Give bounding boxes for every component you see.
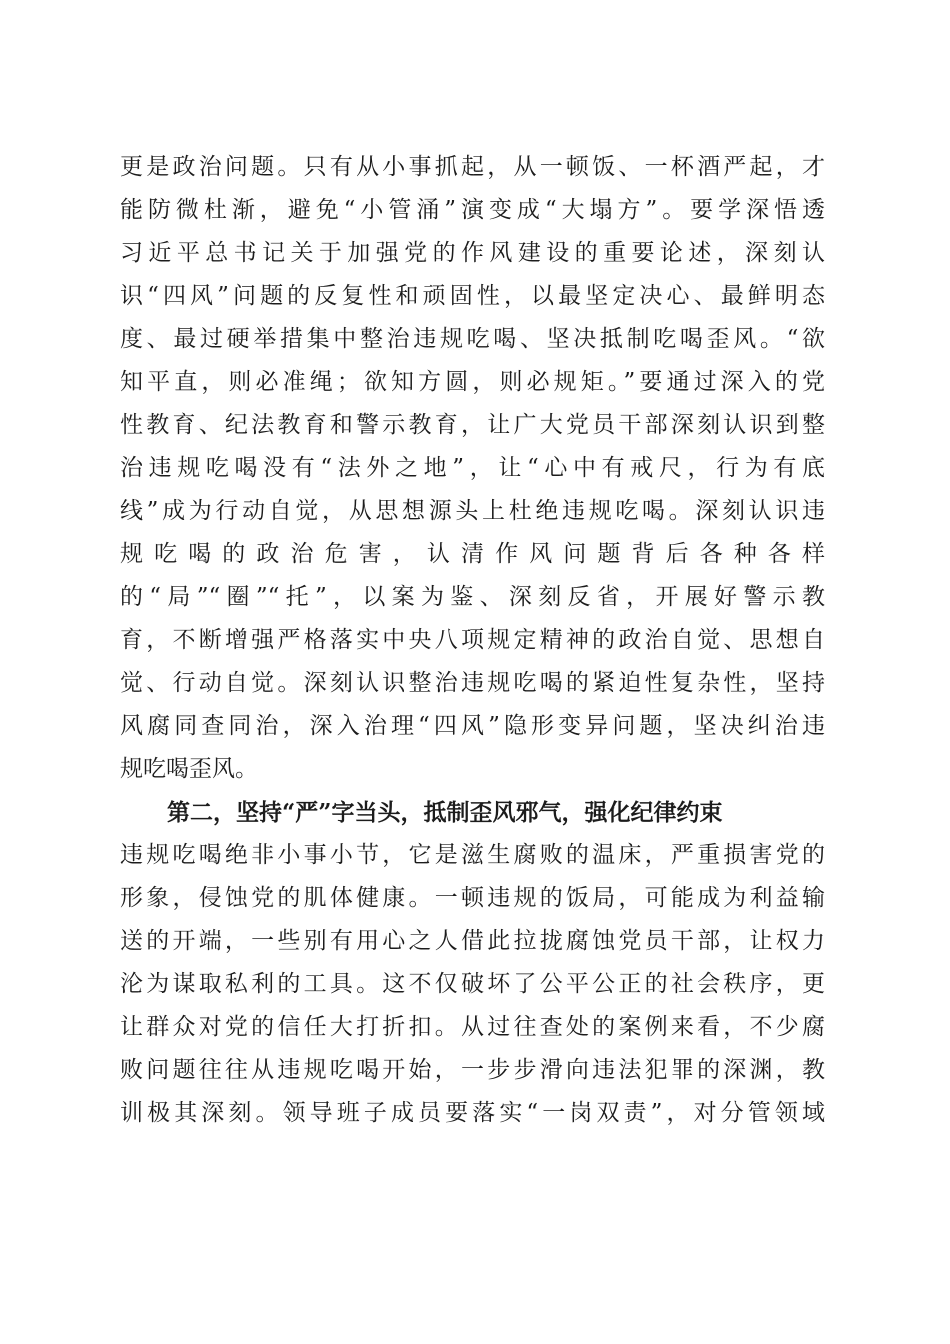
text-line: 线”成为行动自觉，从思想源头上杜绝违规吃喝。深刻认识违 bbox=[120, 498, 825, 524]
text-line: 风腐同查同治，深入治理“四风”隐形变异问题，坚决纠治违 bbox=[120, 713, 825, 739]
text-line: 知平直，则必准绳；欲知方圆，则必规矩。”要通过深入的党 bbox=[120, 369, 825, 395]
paragraph-1 bbox=[120, 146, 825, 791]
text-line: 识“四风”问题的反复性和顽固性，以最坚定决心、最鲜明态 bbox=[120, 283, 825, 309]
text-line: 让群众对党的信任大打折扣。从过往查处的案例来看，不少腐 bbox=[120, 1014, 825, 1040]
text-line: 觉、行动自觉。深刻认识整治违规吃喝的紧迫性复杂性，坚持 bbox=[120, 670, 825, 696]
text-line: 形象，侵蚀党的肌体健康。一顿违规的饭局，可能成为利益输 bbox=[120, 885, 825, 911]
text-line: 违规吃喝绝非小事小节，它是滋生腐败的温床，严重损害党的 bbox=[120, 842, 825, 868]
text-line: 败问题往往从违规吃喝开始，一步步滑向违法犯罪的深渊，教 bbox=[120, 1057, 825, 1083]
text-line: 规吃喝歪风。 bbox=[120, 756, 258, 782]
text-line: 育，不断增强严格落实中央八项规定精神的政治自觉、思想自 bbox=[120, 627, 825, 653]
paragraph-2 bbox=[120, 834, 825, 1135]
text-line: 送的开端，一些别有用心之人借此拉拢腐蚀党员干部，让权力 bbox=[120, 928, 825, 954]
text-line: 度、最过硬举措集中整治违规吃喝、坚决抵制吃喝歪风。“欲 bbox=[120, 326, 825, 352]
text-line: 性教育、纪法教育和警示教育，让广大党员干部深刻认识到整 bbox=[120, 412, 825, 438]
text-line: 规吃喝的政治危害，认清作风问题背后各种各样 bbox=[120, 541, 825, 567]
text-line: 习近平总书记关于加强党的作风建设的重要论述，深刻认 bbox=[120, 240, 825, 266]
section-heading: 第二，坚持“严”字当头，抵制歪风邪气，强化纪律约束 bbox=[167, 799, 723, 826]
text-line: 训极其深刻。领导班子成员要落实“一岗双责”，对分管领域 bbox=[120, 1100, 825, 1126]
text-line: 的“局”“圈”“托”，以案为鉴、深刻反省，开展好警示教 bbox=[120, 584, 825, 610]
text-line: 沦为谋取私利的工具。这不仅破坏了公平公正的社会秩序，更 bbox=[120, 971, 825, 997]
text-line: 更是政治问题。只有从小事抓起，从一顿饭、一杯酒严起，才 bbox=[120, 154, 825, 180]
document-body bbox=[120, 146, 825, 1135]
text-line: 治违规吃喝没有“法外之地”，让“心中有戒尺，行为有底 bbox=[120, 455, 825, 481]
text-line: 能防微杜渐，避免“小管涌”演变成“大塌方”。要学深悟透 bbox=[120, 197, 825, 223]
